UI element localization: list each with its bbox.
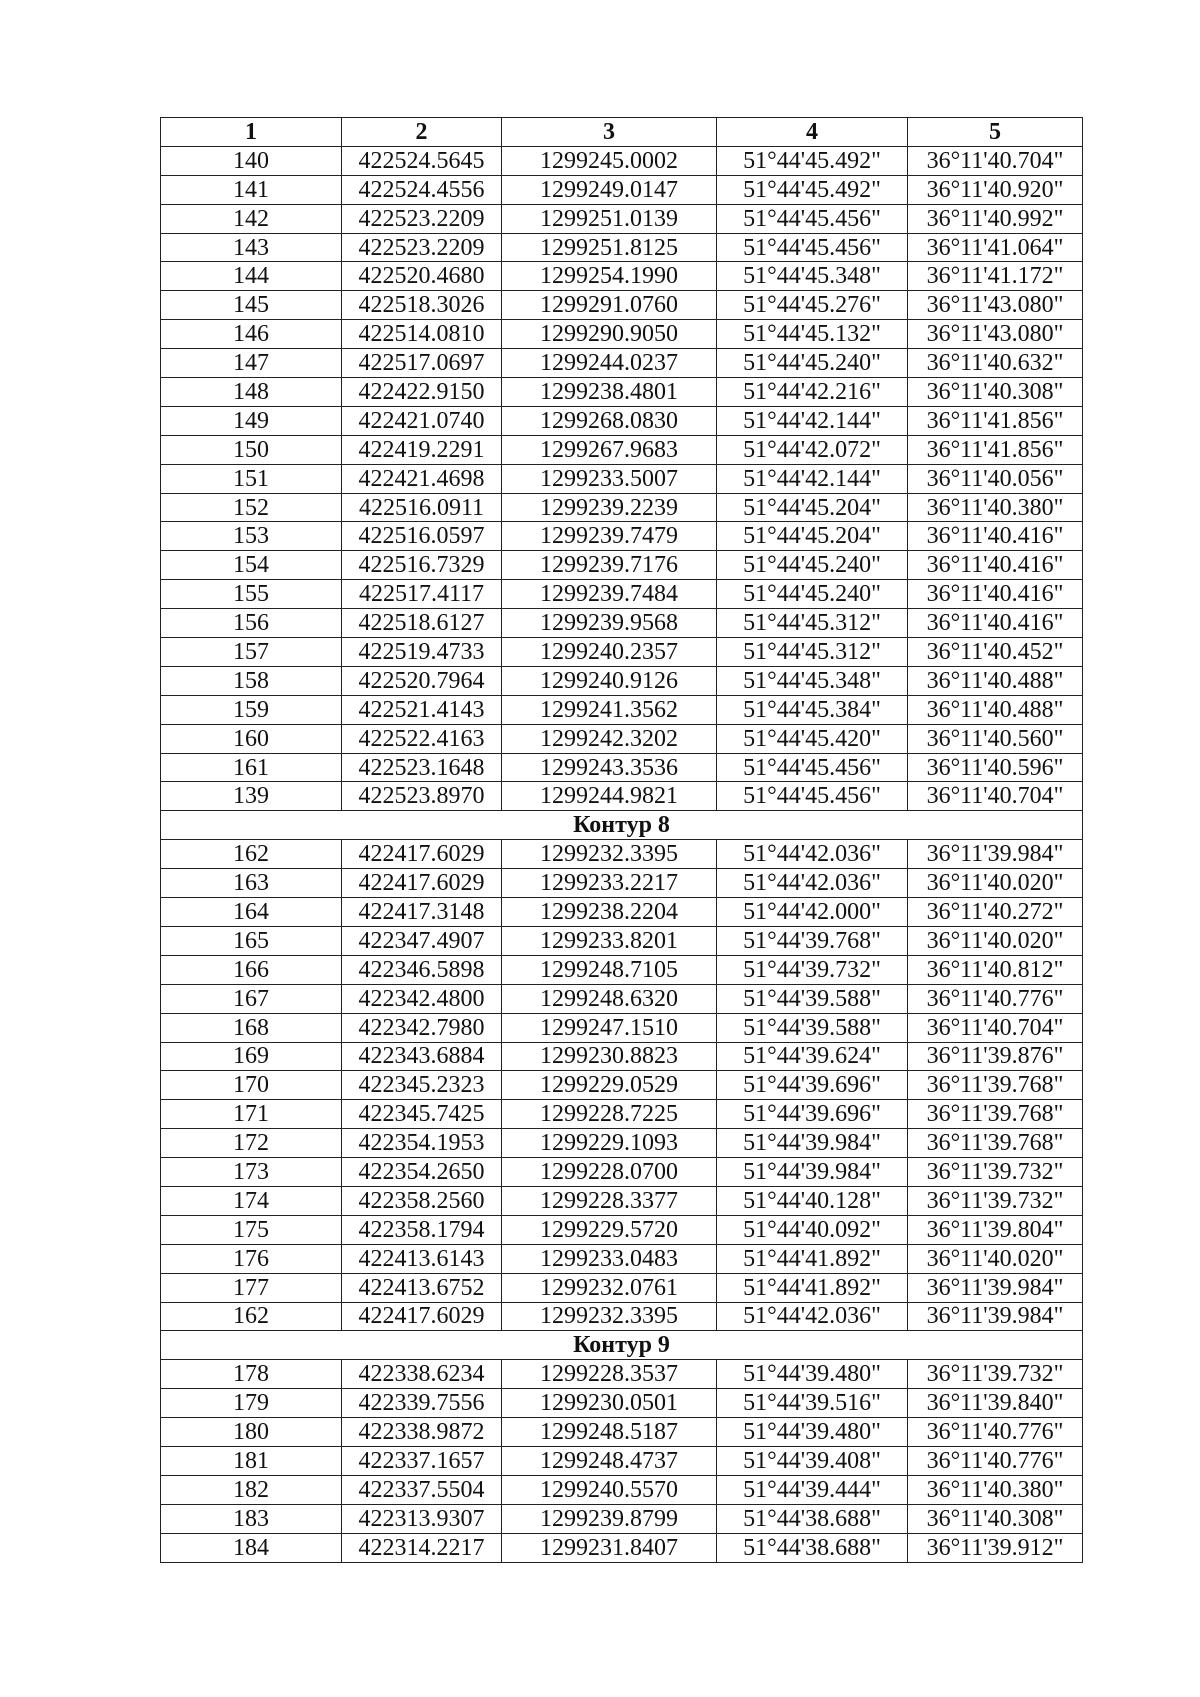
table-cell: 51°44'39.732" (717, 955, 908, 984)
table-header (161, 118, 1083, 147)
table-cell: 184 (161, 1533, 342, 1562)
table-cell: 51°44'45.312" (717, 609, 908, 638)
table-row (161, 146, 1083, 175)
table-cell: 422345.2323 (342, 1071, 502, 1100)
table-row (161, 926, 1083, 955)
table-row (161, 1042, 1083, 1071)
table-cell: 36°11'40.020" (908, 926, 1083, 955)
table-cell: 1299241.3562 (502, 695, 717, 724)
table-cell: 51°44'41.892" (717, 1273, 908, 1302)
table-cell: 143 (161, 233, 342, 262)
table-cell: 51°44'45.348" (717, 666, 908, 695)
table-cell: 141 (161, 175, 342, 204)
header-row (161, 118, 1083, 147)
table-cell: 179 (161, 1389, 342, 1418)
table-cell: 139 (161, 782, 342, 811)
table-cell: 1299239.7484 (502, 580, 717, 609)
table-cell: 422421.0740 (342, 406, 502, 435)
table-cell: 51°44'45.492" (717, 146, 908, 175)
table-cell: 51°44'39.984" (717, 1158, 908, 1187)
table-cell: 150 (161, 435, 342, 464)
table-cell: 36°11'39.804" (908, 1215, 1083, 1244)
table-cell: 51°44'45.276" (717, 291, 908, 320)
table-cell: 154 (161, 551, 342, 580)
table-row (161, 435, 1083, 464)
table-cell: 36°11'40.056" (908, 464, 1083, 493)
table-row (161, 1418, 1083, 1447)
table-cell: 422345.7425 (342, 1100, 502, 1129)
table-cell: 422417.6029 (342, 840, 502, 869)
table-cell: 36°11'39.876" (908, 1042, 1083, 1071)
table-cell: 149 (161, 406, 342, 435)
header-cell-5: 5 (908, 118, 1083, 147)
table-cell: 36°11'40.812" (908, 955, 1083, 984)
table-row (161, 609, 1083, 638)
table-cell: 1299291.0760 (502, 291, 717, 320)
table-row (161, 1360, 1083, 1389)
table-cell: 173 (161, 1158, 342, 1187)
table-cell: 1299229.1093 (502, 1129, 717, 1158)
table-cell: 1299239.2239 (502, 493, 717, 522)
table-cell: 422516.0911 (342, 493, 502, 522)
table-cell: 51°44'42.000" (717, 898, 908, 927)
table-cell: 156 (161, 609, 342, 638)
table-cell: 146 (161, 320, 342, 349)
table-cell: 36°11'40.020" (908, 869, 1083, 898)
table-cell: 51°44'45.204" (717, 493, 908, 522)
table-row (161, 1244, 1083, 1273)
table-cell: 51°44'45.240" (717, 349, 908, 378)
table-cell: 1299247.1510 (502, 1013, 717, 1042)
table-cell: 36°11'40.560" (908, 724, 1083, 753)
table-cell: 51°44'42.036" (717, 840, 908, 869)
table-row (161, 1013, 1083, 1042)
table-row (161, 1273, 1083, 1302)
table-cell: 51°44'39.480" (717, 1418, 908, 1447)
table-cell: 422523.8970 (342, 782, 502, 811)
table-cell: 176 (161, 1244, 342, 1273)
table-cell: 36°11'41.856" (908, 406, 1083, 435)
table-cell: 1299229.0529 (502, 1071, 717, 1100)
table-cell: 1299232.3395 (502, 1302, 717, 1331)
table-cell: 158 (161, 666, 342, 695)
table-cell: 1299238.4801 (502, 378, 717, 407)
table-row (161, 955, 1083, 984)
table-row (161, 522, 1083, 551)
table-cell: 174 (161, 1186, 342, 1215)
table-cell: 51°44'45.384" (717, 695, 908, 724)
table-row (161, 666, 1083, 695)
table-cell: 36°11'43.080" (908, 320, 1083, 349)
table-cell: 36°11'39.768" (908, 1129, 1083, 1158)
table-row (161, 753, 1083, 782)
table-cell: 51°44'42.072" (717, 435, 908, 464)
table-cell: 140 (161, 146, 342, 175)
table-row (161, 1302, 1083, 1331)
table-cell: 51°44'40.128" (717, 1186, 908, 1215)
table-cell: 51°44'45.456" (717, 233, 908, 262)
table-row (161, 984, 1083, 1013)
table-cell: 422342.4800 (342, 984, 502, 1013)
table-cell: 422516.0597 (342, 522, 502, 551)
table-row (161, 638, 1083, 667)
table-cell: 36°11'40.380" (908, 493, 1083, 522)
table-cell: 51°44'45.204" (717, 522, 908, 551)
table-row (161, 291, 1083, 320)
table-cell: 1299228.7225 (502, 1100, 717, 1129)
table-cell: 36°11'40.776" (908, 1418, 1083, 1447)
table-cell: 1299239.9568 (502, 609, 717, 638)
table-cell: 153 (161, 522, 342, 551)
table-cell: 1299240.2357 (502, 638, 717, 667)
section-title-row (161, 1331, 1083, 1360)
table-cell: 161 (161, 753, 342, 782)
table-cell: 51°44'39.588" (717, 984, 908, 1013)
table-cell: 1299238.2204 (502, 898, 717, 927)
table-cell: 145 (161, 291, 342, 320)
table-cell: 1299249.0147 (502, 175, 717, 204)
table-row (161, 378, 1083, 407)
table-cell: 422314.2217 (342, 1533, 502, 1562)
table-cell: 422339.7556 (342, 1389, 502, 1418)
table-cell: 165 (161, 926, 342, 955)
table-cell: 162 (161, 840, 342, 869)
table-cell: 36°11'40.416" (908, 522, 1083, 551)
table-cell: 1299228.0700 (502, 1158, 717, 1187)
table-cell: 36°11'39.732" (908, 1158, 1083, 1187)
table-cell: 147 (161, 349, 342, 378)
table-cell: 1299228.3537 (502, 1360, 717, 1389)
table-cell: 51°44'45.240" (717, 580, 908, 609)
table-cell: 422523.2209 (342, 204, 502, 233)
table-cell: 1299251.0139 (502, 204, 717, 233)
table-cell: 36°11'40.704" (908, 146, 1083, 175)
table-cell: 36°11'40.308" (908, 1504, 1083, 1533)
table-cell: 51°44'42.216" (717, 378, 908, 407)
table-row (161, 1100, 1083, 1129)
table-cell: 36°11'40.776" (908, 1446, 1083, 1475)
table-cell: 36°11'39.768" (908, 1100, 1083, 1129)
table-cell: 162 (161, 1302, 342, 1331)
table-cell: 51°44'38.688" (717, 1533, 908, 1562)
table-cell: 422342.7980 (342, 1013, 502, 1042)
table-cell: 1299239.7176 (502, 551, 717, 580)
table-cell: 36°11'39.732" (908, 1186, 1083, 1215)
table-cell: 422518.3026 (342, 291, 502, 320)
table-cell: 51°44'45.456" (717, 753, 908, 782)
table-cell: 36°11'39.732" (908, 1360, 1083, 1389)
table-cell: 36°11'40.596" (908, 753, 1083, 782)
table-row (161, 233, 1083, 262)
table-row (161, 724, 1083, 753)
table-cell: 181 (161, 1446, 342, 1475)
table-row (161, 869, 1083, 898)
table-cell: 422337.1657 (342, 1446, 502, 1475)
table-cell: 36°11'40.704" (908, 782, 1083, 811)
table-cell: 51°44'39.768" (717, 926, 908, 955)
table-cell: 163 (161, 869, 342, 898)
section-title-row (161, 811, 1083, 840)
table-cell: 36°11'41.064" (908, 233, 1083, 262)
table-cell: 51°44'45.348" (717, 262, 908, 291)
table-row (161, 695, 1083, 724)
table-row (161, 1215, 1083, 1244)
table-cell: 422421.4698 (342, 464, 502, 493)
table-cell: 182 (161, 1475, 342, 1504)
table-cell: 171 (161, 1100, 342, 1129)
table-cell: 1299233.0483 (502, 1244, 717, 1273)
header-cell-4: 4 (717, 118, 908, 147)
table-cell: 51°44'39.624" (717, 1042, 908, 1071)
table-cell: 422518.6127 (342, 609, 502, 638)
table-cell: 1299248.7105 (502, 955, 717, 984)
table-cell: 1299233.2217 (502, 869, 717, 898)
table-cell: 422419.2291 (342, 435, 502, 464)
table-cell: 1299239.7479 (502, 522, 717, 551)
table-cell: 159 (161, 695, 342, 724)
table-cell: 183 (161, 1504, 342, 1533)
table-cell: 422358.1794 (342, 1215, 502, 1244)
table-cell: 36°11'40.020" (908, 1244, 1083, 1273)
table-row (161, 1533, 1083, 1562)
table-cell: 51°44'45.132" (717, 320, 908, 349)
table-cell: 1299232.3395 (502, 840, 717, 869)
table-cell: 1299240.5570 (502, 1475, 717, 1504)
table-body (161, 146, 1083, 1562)
table-cell: 36°11'40.272" (908, 898, 1083, 927)
table-cell: 1299232.0761 (502, 1273, 717, 1302)
table-cell: 160 (161, 724, 342, 753)
table-cell: 51°44'39.480" (717, 1360, 908, 1389)
table-cell: 422354.1953 (342, 1129, 502, 1158)
table-cell: 172 (161, 1129, 342, 1158)
table-cell: 51°44'39.516" (717, 1389, 908, 1418)
table-cell: 422417.6029 (342, 869, 502, 898)
table-cell: 422413.6752 (342, 1273, 502, 1302)
table-row (161, 1129, 1083, 1158)
table-row (161, 464, 1083, 493)
table-cell: 164 (161, 898, 342, 927)
table-cell: 1299244.0237 (502, 349, 717, 378)
table-cell: 180 (161, 1418, 342, 1447)
table-cell: 1299230.8823 (502, 1042, 717, 1071)
table-cell: 36°11'39.984" (908, 1302, 1083, 1331)
table-cell: 166 (161, 955, 342, 984)
table-cell: 36°11'41.172" (908, 262, 1083, 291)
table-cell: 36°11'40.920" (908, 175, 1083, 204)
table-cell: 51°44'42.144" (717, 464, 908, 493)
header-cell-2: 2 (342, 118, 502, 147)
table-cell: 1299248.4737 (502, 1446, 717, 1475)
table-cell: 51°44'39.588" (717, 1013, 908, 1042)
table-cell: 422347.4907 (342, 926, 502, 955)
table-row (161, 1071, 1083, 1100)
table-cell: 422422.9150 (342, 378, 502, 407)
table-cell: 422313.9307 (342, 1504, 502, 1533)
table-cell: 51°44'39.444" (717, 1475, 908, 1504)
table-cell: 1299228.3377 (502, 1186, 717, 1215)
table-cell: 36°11'40.380" (908, 1475, 1083, 1504)
table-cell: 422354.2650 (342, 1158, 502, 1187)
section-title: Контур 8 (161, 811, 1083, 840)
table-cell: 51°44'42.036" (717, 869, 908, 898)
table-cell: 1299242.3202 (502, 724, 717, 753)
table-cell: 422524.5645 (342, 146, 502, 175)
table-cell: 151 (161, 464, 342, 493)
table-cell: 175 (161, 1215, 342, 1244)
table-row (161, 840, 1083, 869)
table-row (161, 1158, 1083, 1187)
table-cell: 36°11'39.768" (908, 1071, 1083, 1100)
table-cell: 1299233.8201 (502, 926, 717, 955)
table-cell: 51°44'40.092" (717, 1215, 908, 1244)
table-cell: 1299243.3536 (502, 753, 717, 782)
table-cell: 422338.9872 (342, 1418, 502, 1447)
table-cell: 422358.2560 (342, 1186, 502, 1215)
table-cell: 1299240.9126 (502, 666, 717, 695)
table-row (161, 1446, 1083, 1475)
table-cell: 1299251.8125 (502, 233, 717, 262)
table-cell: 51°44'45.456" (717, 782, 908, 811)
table-cell: 36°11'40.776" (908, 984, 1083, 1013)
table-cell: 422337.5504 (342, 1475, 502, 1504)
table-cell: 51°44'39.696" (717, 1100, 908, 1129)
table-cell: 51°44'45.240" (717, 551, 908, 580)
table-cell: 36°11'40.416" (908, 551, 1083, 580)
header-cell-1: 1 (161, 118, 342, 147)
table-row (161, 580, 1083, 609)
table-cell: 422524.4556 (342, 175, 502, 204)
table-cell: 51°44'39.408" (717, 1446, 908, 1475)
header-cell-3: 3 (502, 118, 717, 147)
section-title: Контур 9 (161, 1331, 1083, 1360)
table-cell: 36°11'39.840" (908, 1389, 1083, 1418)
table-cell: 422517.4117 (342, 580, 502, 609)
table-cell: 422520.7964 (342, 666, 502, 695)
table-cell: 1299231.8407 (502, 1533, 717, 1562)
table-cell: 422523.1648 (342, 753, 502, 782)
table-row (161, 1504, 1083, 1533)
table-cell: 422417.3148 (342, 898, 502, 927)
table-row (161, 320, 1083, 349)
table-cell: 1299229.5720 (502, 1215, 717, 1244)
table-cell: 177 (161, 1273, 342, 1302)
table-cell: 51°44'45.420" (717, 724, 908, 753)
table-cell: 422417.6029 (342, 1302, 502, 1331)
table-cell: 422522.4163 (342, 724, 502, 753)
table-cell: 36°11'40.992" (908, 204, 1083, 233)
table-cell: 36°11'39.984" (908, 1273, 1083, 1302)
table-cell: 422517.0697 (342, 349, 502, 378)
table-row (161, 262, 1083, 291)
table-cell: 1299248.5187 (502, 1418, 717, 1447)
table-cell: 36°11'40.632" (908, 349, 1083, 378)
table-cell: 1299290.9050 (502, 320, 717, 349)
table-cell: 422516.7329 (342, 551, 502, 580)
table-cell: 51°44'38.688" (717, 1504, 908, 1533)
table-row (161, 406, 1083, 435)
table-cell: 1299233.5007 (502, 464, 717, 493)
table-cell: 36°11'40.488" (908, 695, 1083, 724)
table-cell: 51°44'39.984" (717, 1129, 908, 1158)
table-cell: 422514.0810 (342, 320, 502, 349)
table-cell: 36°11'39.984" (908, 840, 1083, 869)
table-cell: 36°11'40.308" (908, 378, 1083, 407)
table-cell: 152 (161, 493, 342, 522)
table-cell: 422521.4143 (342, 695, 502, 724)
table-cell: 422519.4733 (342, 638, 502, 667)
table-cell: 51°44'45.312" (717, 638, 908, 667)
table-cell: 51°44'41.892" (717, 1244, 908, 1273)
table-cell: 51°44'42.144" (717, 406, 908, 435)
table-cell: 178 (161, 1360, 342, 1389)
table-cell: 169 (161, 1042, 342, 1071)
table-cell: 1299245.0002 (502, 146, 717, 175)
table-cell: 36°11'40.416" (908, 580, 1083, 609)
table-cell: 422413.6143 (342, 1244, 502, 1273)
table-cell: 1299248.6320 (502, 984, 717, 1013)
table-row (161, 1475, 1083, 1504)
table-row (161, 1389, 1083, 1418)
table-cell: 51°44'42.036" (717, 1302, 908, 1331)
table-cell: 36°11'40.452" (908, 638, 1083, 667)
table-cell: 157 (161, 638, 342, 667)
table-cell: 422346.5898 (342, 955, 502, 984)
table-row (161, 898, 1083, 927)
table-row (161, 493, 1083, 522)
table-row (161, 204, 1083, 233)
table-cell: 1299230.0501 (502, 1389, 717, 1418)
table-cell: 155 (161, 580, 342, 609)
table-row (161, 1186, 1083, 1215)
table-row (161, 551, 1083, 580)
table-row (161, 349, 1083, 378)
table-cell: 51°44'39.696" (717, 1071, 908, 1100)
table-row (161, 175, 1083, 204)
table-cell: 1299239.8799 (502, 1504, 717, 1533)
table-cell: 142 (161, 204, 342, 233)
table-cell: 144 (161, 262, 342, 291)
table-cell: 422523.2209 (342, 233, 502, 262)
table-cell: 148 (161, 378, 342, 407)
table-cell: 36°11'41.856" (908, 435, 1083, 464)
table-cell: 422520.4680 (342, 262, 502, 291)
table-cell: 1299254.1990 (502, 262, 717, 291)
table-cell: 170 (161, 1071, 342, 1100)
table-cell: 51°44'45.492" (717, 175, 908, 204)
table-cell: 51°44'45.456" (717, 204, 908, 233)
table-cell: 168 (161, 1013, 342, 1042)
table-cell: 1299244.9821 (502, 782, 717, 811)
table-row (161, 782, 1083, 811)
table-cell: 167 (161, 984, 342, 1013)
table-cell: 1299268.0830 (502, 406, 717, 435)
table-cell: 1299267.9683 (502, 435, 717, 464)
table-cell: 36°11'40.488" (908, 666, 1083, 695)
table-cell: 422338.6234 (342, 1360, 502, 1389)
table-cell: 422343.6884 (342, 1042, 502, 1071)
table-cell: 36°11'40.704" (908, 1013, 1083, 1042)
table-cell: 36°11'40.416" (908, 609, 1083, 638)
table-cell: 36°11'43.080" (908, 291, 1083, 320)
table-cell: 36°11'39.912" (908, 1533, 1083, 1562)
coordinates-table (160, 117, 1083, 1563)
